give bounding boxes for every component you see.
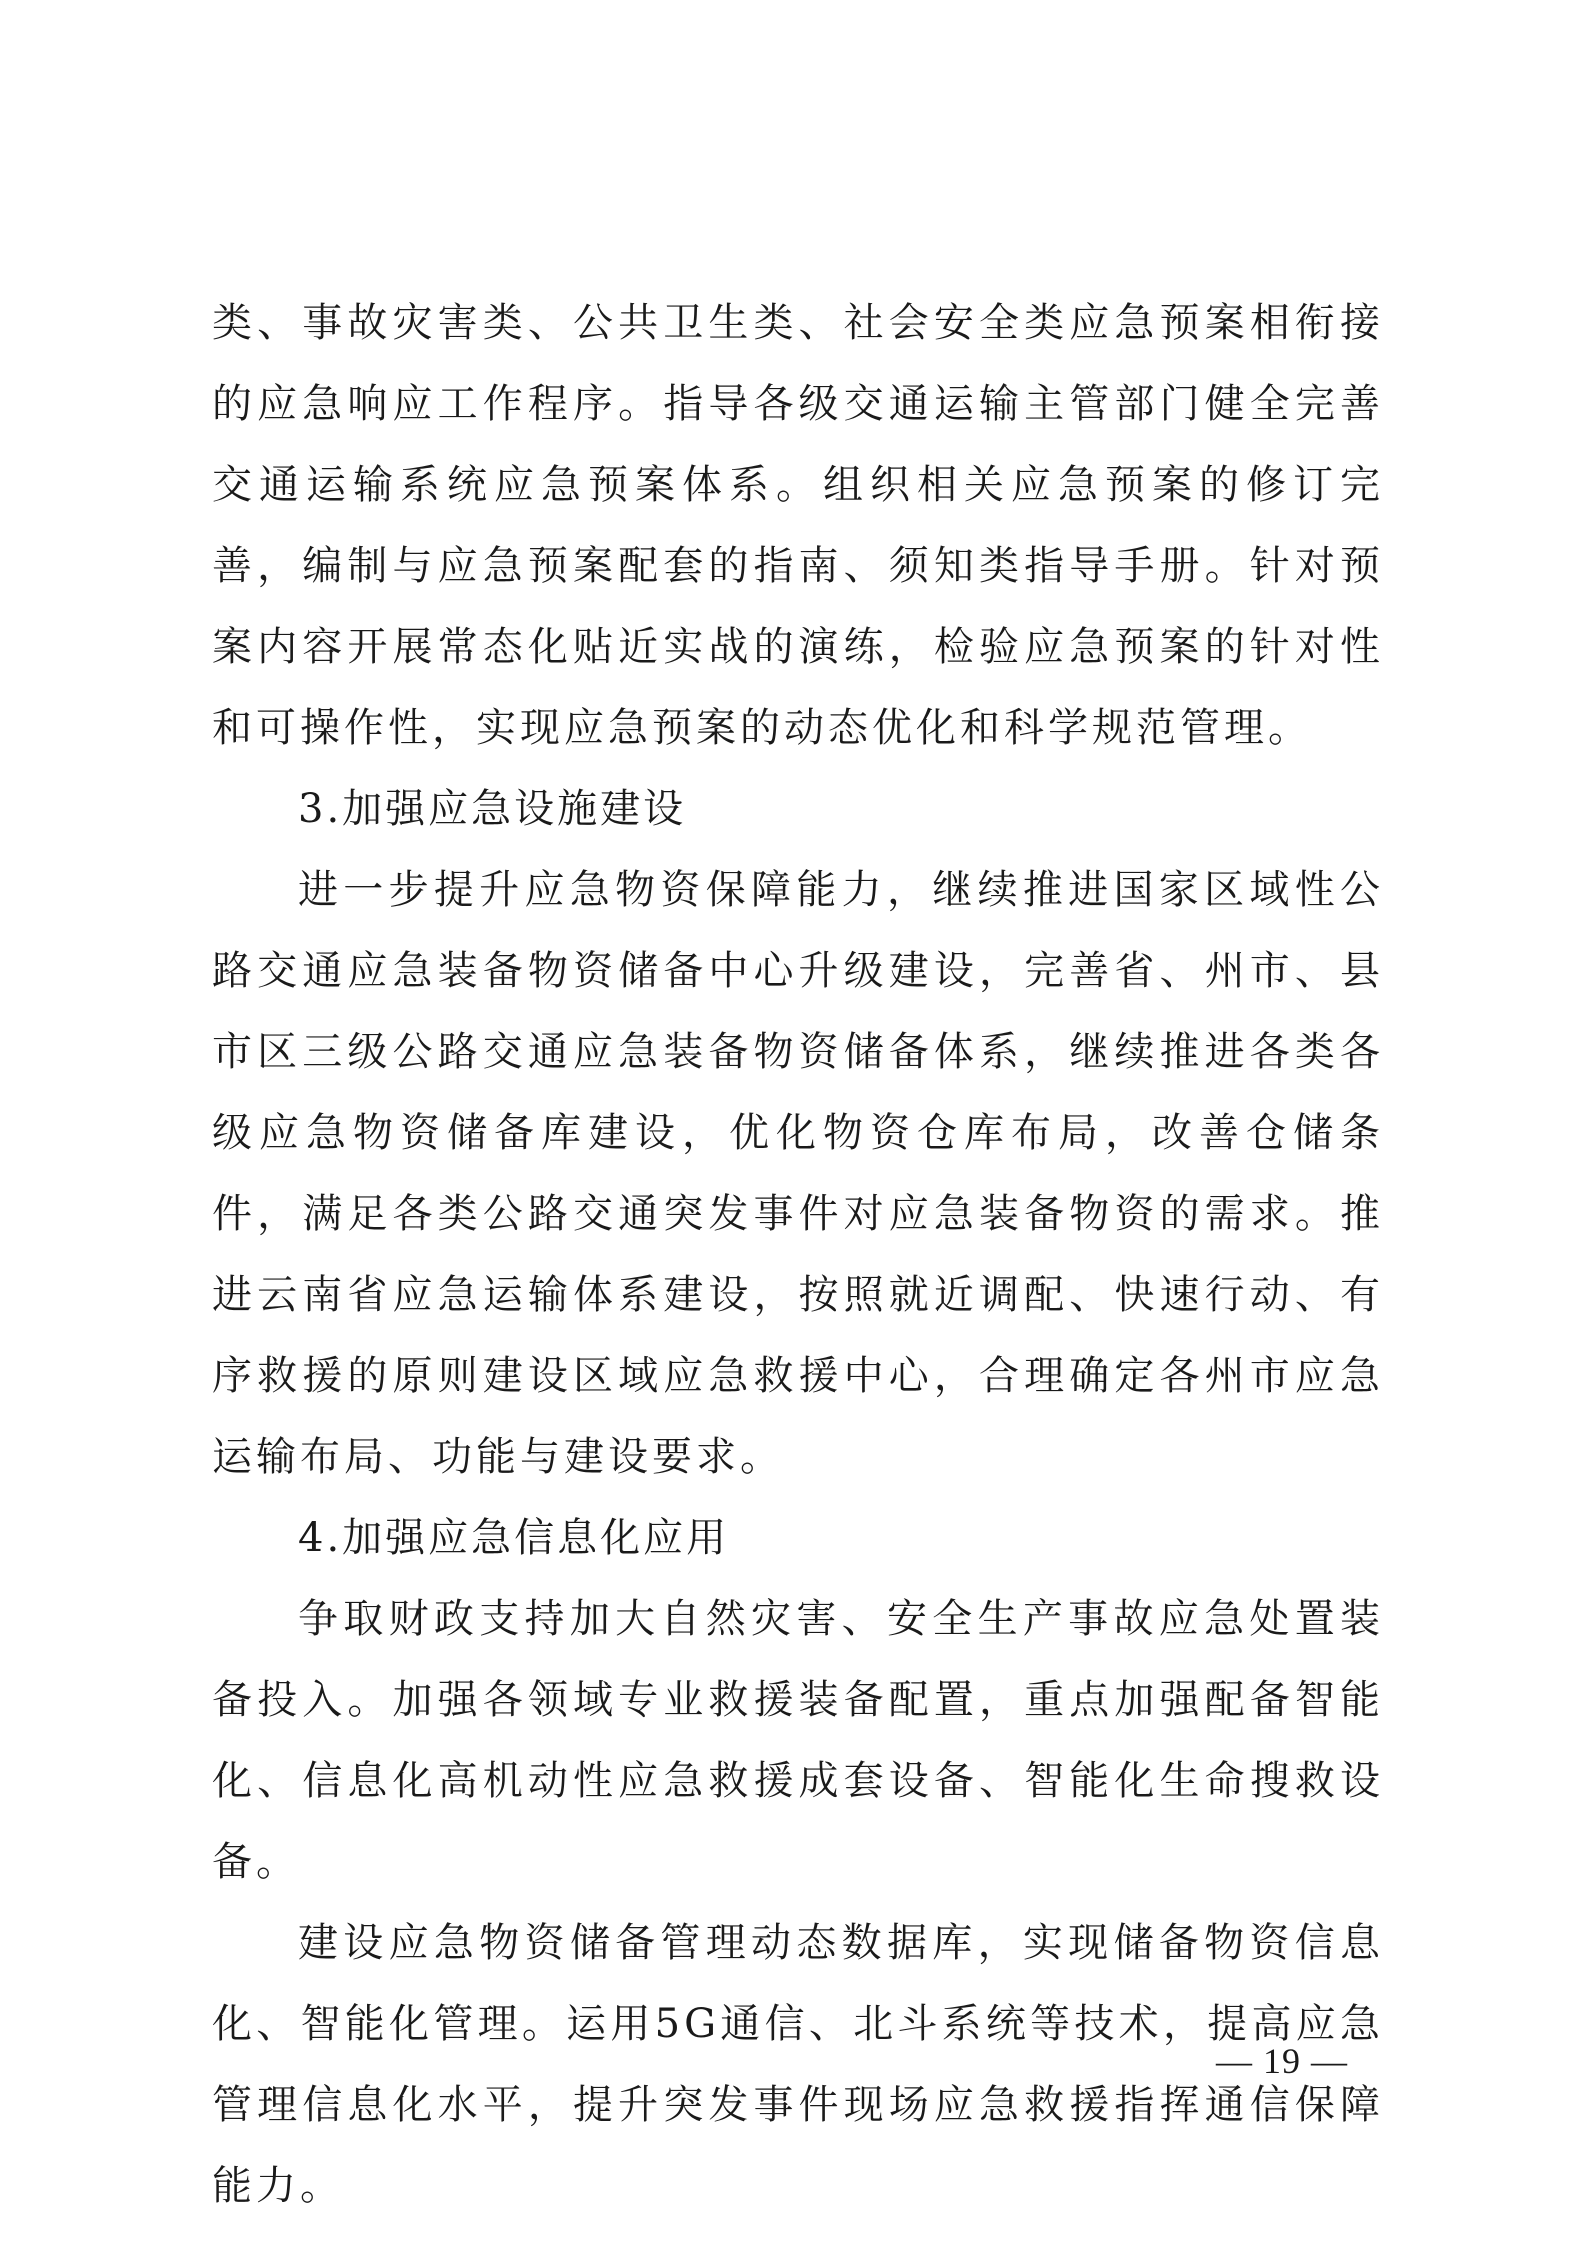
page-number: — 19 — — [1216, 2041, 1348, 2081]
paragraph-emergency-plan-continued: 类、事故灾害类、公共卫生类、社会安全类应急预案相衔接的应急响应工作程序。指导各级交通运输主管部门健全完善交通运输系统应急预案体系。组织相关应急预案的修订完善，编制与应急预案配套的指南、须知类指导手册。针对预案内容开展常态化贴近实战的演练，检验应急预案的针对性和可操作性，实现应急预案的动态优化和科学规范管理。 — [212, 300, 1384, 751]
paragraph-facilities-construction: 进一步提升应急物资保障能力，继续推进国家区域性公路交通应急装备物资储备中心升级建设，完善省、州市、县市区三级公路交通应急装备物资储备体系，继续推进各类各级应急物资储备库建设，优化物资仓库布局，改善仓储条件，满足各类公路交通突发事件对应急装备物资的需求。推进云南省应急运输体系建设，按照就近调配、快速行动、有序救援的原则建设区域应急救援中心，合理确定各州市应急运输布局、功能与建设要求。 — [212, 867, 1384, 1480]
paragraph-database-management: 建设应急物资储备管理动态数据库，实现储备物资信息化、智能化管理。运用5G通信、北斗系统等技术，提高应急管理信息化水平，提升突发事件现场应急救援指挥通信保障能力。 — [212, 1920, 1384, 2209]
document-body — [212, 283, 1384, 2227]
section-heading-facilities: 3.加强应急设施建设 — [298, 786, 687, 832]
paragraph-equipment-investment: 争取财政支持加大自然灾害、安全生产事故应急处置装备投入。加强各领域专业救援装备配置，重点加强配备智能化、信息化高机动性应急救援成套设备、智能化生命搜救设备。 — [212, 1596, 1384, 1885]
section-heading-informatization: 4.加强应急信息化应用 — [298, 1515, 730, 1561]
